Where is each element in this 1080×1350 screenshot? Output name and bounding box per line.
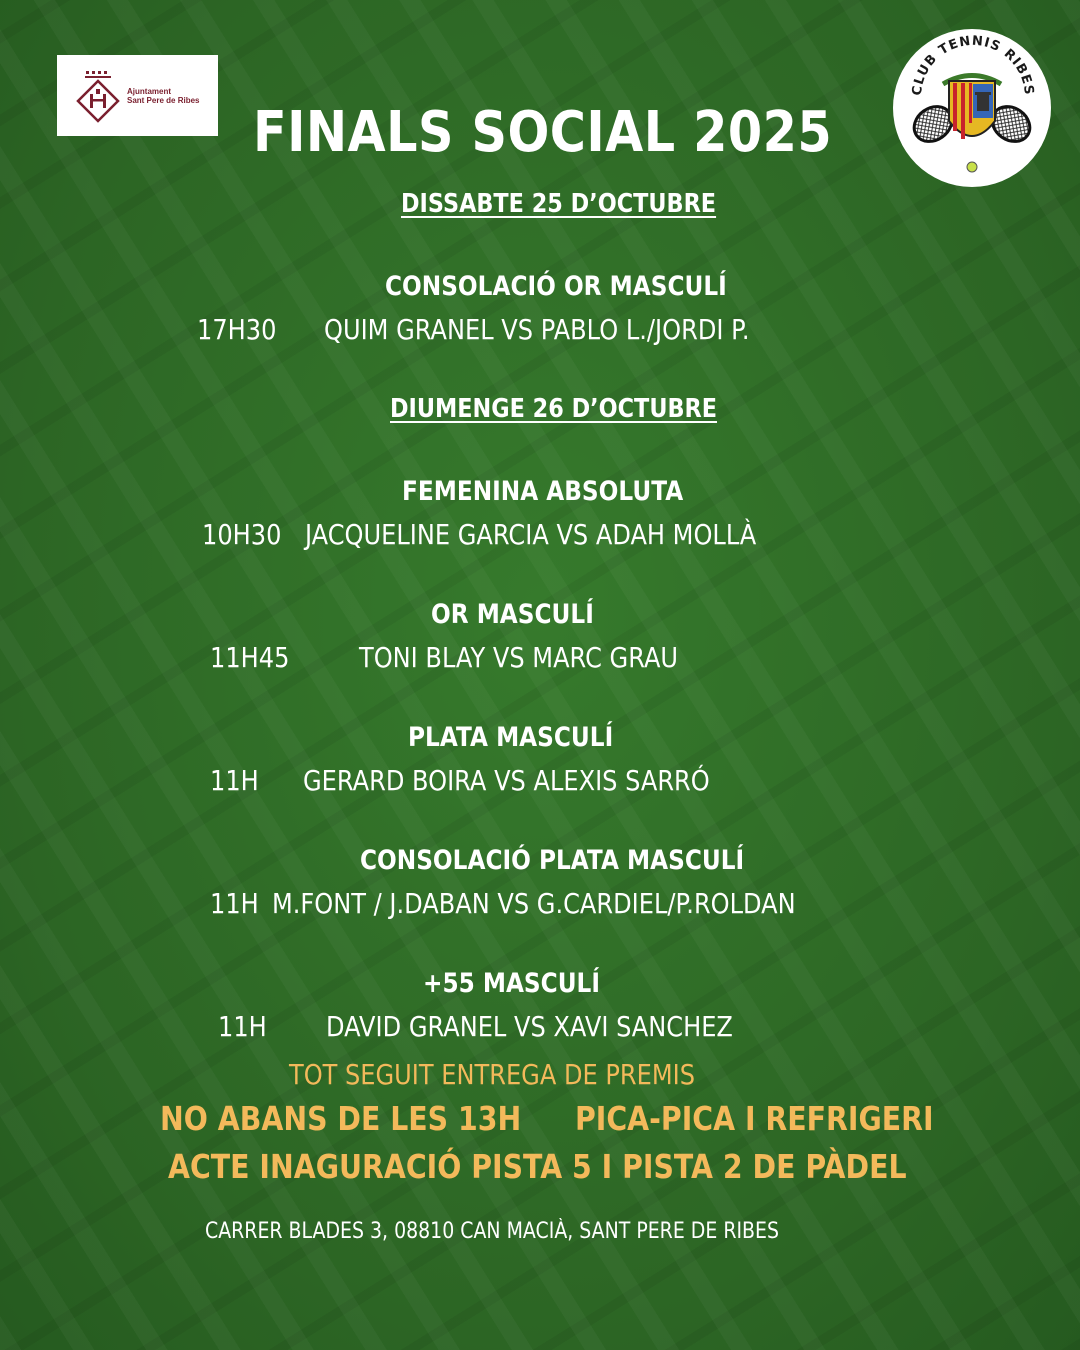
event-category: FEMENINA ABSOLUTA — [402, 476, 684, 507]
municipality-line-2: Sant Pere de Ribes — [127, 95, 200, 105]
event-time: 11H — [210, 764, 259, 797]
event-match: TONI BLAY VS MARC GRAU — [359, 641, 679, 674]
svg-text:CLUB TENNIS RIBES: CLUB TENNIS RIBES — [909, 33, 1037, 97]
awards-note: TOT SEGUIT ENTREGA DE PREMIS — [289, 1058, 695, 1091]
event-time: 11H — [218, 1010, 267, 1043]
event-match: M.FONT / J.DABAN VS G.CARDIEL/P.ROLDAN — [272, 887, 796, 920]
club-crest-icon — [893, 29, 1051, 187]
event-match: GERARD BOIRA VS ALEXIS SARRÓ — [303, 764, 710, 797]
saturday-date: DISSABTE 25 D’OCTUBRE — [401, 189, 717, 219]
municipality-shield-icon — [75, 67, 121, 125]
event-time: 10H30 — [202, 518, 282, 551]
inauguration-note: ACTE INAGURACIÓ PISTA 5 I PISTA 2 DE PÀDEL — [168, 1147, 907, 1186]
not-before-note: NO ABANS DE LES 13H — [160, 1099, 522, 1138]
event-time: 11H45 — [210, 641, 290, 674]
event-match: JACQUELINE GARCIA VS ADAH MOLLÀ — [305, 518, 757, 551]
event-category: CONSOLACIÓ PLATA MASCULÍ — [360, 845, 745, 876]
event-time: 11H — [210, 887, 259, 920]
event-match: DAVID GRANEL VS XAVI SANCHEZ — [326, 1010, 733, 1043]
event-category: OR MASCULÍ — [431, 599, 594, 630]
municipality-line-1: Ajuntament — [127, 86, 171, 96]
event-category: CONSOLACIÓ OR MASCULÍ — [385, 271, 727, 302]
page-title: FINALS SOCIAL 2025 — [253, 100, 833, 165]
venue-address: CARRER BLADES 3, 08810 CAN MACIÀ, SANT PERE DE RIBES — [205, 1219, 780, 1244]
event-category: +55 MASCULÍ — [423, 968, 600, 999]
event-time: 17H30 — [197, 313, 277, 346]
club-logo — [893, 29, 1051, 187]
event-match: QUIM GRANEL VS PABLO L./JORDI P. — [324, 313, 750, 346]
sunday-date: DIUMENGE 26 D’OCTUBRE — [390, 394, 718, 424]
municipality-name — [127, 87, 199, 105]
snack-note: PICA-PICA I REFRIGERI — [575, 1099, 934, 1138]
event-category: PLATA MASCULÍ — [408, 722, 614, 753]
municipality-logo — [57, 55, 218, 136]
